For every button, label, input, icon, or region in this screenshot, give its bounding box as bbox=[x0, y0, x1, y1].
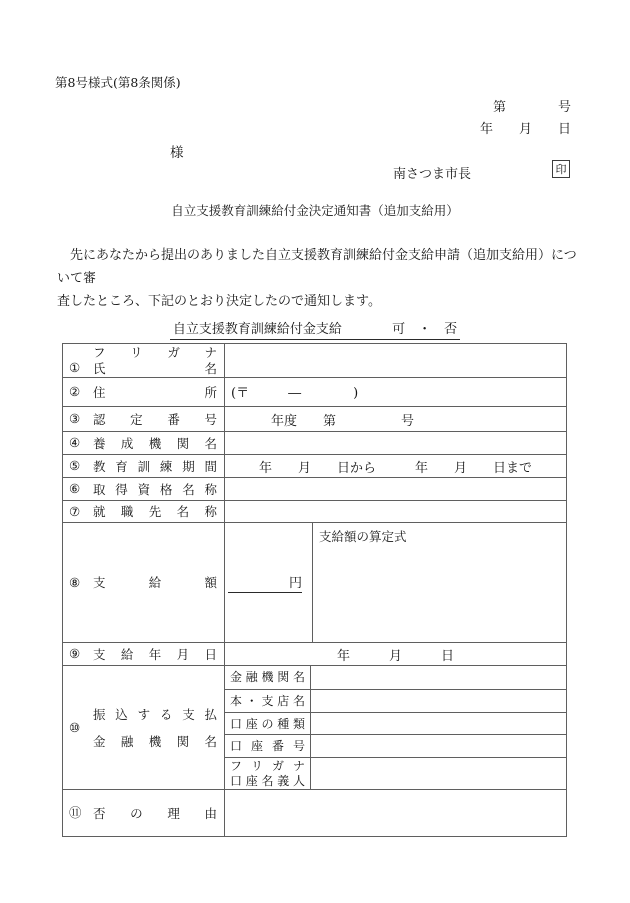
account-type-label: 口 座 の 種 類 bbox=[230, 716, 305, 731]
account-number-label: 口 座 番 号 bbox=[230, 739, 305, 754]
issuer-name: 南さつま市長 bbox=[393, 167, 472, 182]
row-training-institution-label-cell bbox=[63, 432, 225, 454]
training-period-label: 教 育 訓 練 期 間 bbox=[93, 458, 217, 474]
row-denial-reason-label-cell bbox=[63, 790, 225, 836]
form-number: 第8号様式(第8条関係) bbox=[55, 75, 181, 90]
furigana-label: フ リ ガ ナ bbox=[93, 345, 217, 360]
circled-number-7: ⑦ bbox=[69, 503, 81, 519]
address-value-cell: (〒 ― ) bbox=[231, 386, 359, 401]
document-title: 自立支援教育訓練給付金決定通知書（追加支給用） bbox=[171, 203, 459, 218]
date-line: 年 月 日 bbox=[479, 122, 571, 137]
yen-amount-blank: 円 bbox=[228, 572, 302, 593]
row-employer-label-cell bbox=[63, 501, 225, 522]
payment-amount-value-cell bbox=[225, 523, 313, 642]
circled-number-3: ③ bbox=[69, 411, 81, 426]
qualification-value-cell bbox=[225, 478, 566, 500]
row-employer bbox=[63, 500, 566, 522]
row-training-institution bbox=[63, 431, 566, 454]
account-holder-value-cell bbox=[311, 758, 566, 789]
sub-row-bank-name bbox=[225, 666, 566, 689]
calculation-cell: 支給額の算定式 bbox=[319, 529, 407, 544]
bank-name-label: 金 融 機 関 名 bbox=[230, 670, 305, 685]
denial-reason-value-cell bbox=[225, 790, 566, 836]
row-address bbox=[63, 377, 566, 406]
row-qualification-label-cell bbox=[63, 478, 225, 500]
sub-row-account-number bbox=[225, 734, 566, 757]
sub-row-account-holder bbox=[225, 757, 566, 789]
decision-caption bbox=[0, 318, 630, 340]
training-period-value-cell: 年 月 日から 年 月 日まで bbox=[259, 460, 533, 476]
circled-number-2: ② bbox=[69, 384, 81, 399]
bank-label-line-1: 振 込 す る 支 払 bbox=[93, 706, 217, 722]
name-value-cell bbox=[225, 344, 566, 377]
decision-caption-underline bbox=[170, 318, 460, 340]
account-number-value-cell bbox=[311, 735, 566, 757]
doc-number-line: 第 号 bbox=[492, 100, 571, 115]
bank-name-label-cell bbox=[225, 666, 311, 689]
address-label: 住 所 bbox=[93, 384, 217, 400]
sub-row-branch-name bbox=[225, 689, 566, 712]
certification-number-value-cell: 年度 第 号 bbox=[271, 413, 415, 429]
account-number-label-cell bbox=[225, 735, 311, 757]
account-holder-label: 口 座 名 義 人 bbox=[230, 774, 305, 789]
addressee-suffix: 様 bbox=[170, 145, 184, 161]
circled-number-9: ⑨ bbox=[69, 646, 81, 661]
row-payment-date-label-cell bbox=[63, 643, 225, 665]
name-label: 氏 名 bbox=[93, 361, 217, 376]
account-holder-label-cell bbox=[225, 758, 311, 789]
circled-number-6: ⑥ bbox=[69, 481, 81, 496]
qualification-label: 取 得 資 格 名 称 bbox=[93, 481, 217, 497]
employer-value-cell bbox=[225, 501, 566, 522]
body-paragraph bbox=[57, 244, 577, 313]
decision-options: 可 ・ 否 bbox=[392, 322, 458, 337]
seal-stamp: 印 bbox=[552, 160, 570, 178]
payment-date-value-cell: 年 月 日 bbox=[336, 648, 454, 664]
row-denial-reason bbox=[63, 789, 566, 836]
payment-date-label: 支 給 年 月 日 bbox=[93, 646, 217, 662]
circled-number-8: ⑧ bbox=[69, 574, 81, 590]
branch-name-label-cell bbox=[225, 690, 311, 712]
circled-number-1: ① bbox=[69, 360, 81, 375]
row-name-label-cell bbox=[63, 344, 225, 377]
circled-number-4: ④ bbox=[69, 435, 81, 450]
row-training-period bbox=[63, 454, 566, 477]
branch-name-value-cell bbox=[311, 690, 566, 712]
body-line-2: 査したところ、下記のとおり決定したので通知します。 bbox=[57, 294, 381, 309]
row-address-label-cell bbox=[63, 378, 225, 406]
row-bank-account-label-cell bbox=[63, 666, 225, 789]
branch-name-label: 本 ・ 支 店 名 bbox=[230, 693, 305, 708]
row-training-period-label-cell bbox=[63, 455, 225, 477]
denial-reason-label: 否 の 理 由 bbox=[93, 805, 217, 821]
row-certification-number bbox=[63, 406, 566, 431]
payment-amount-label: 支 給 額 bbox=[93, 575, 217, 590]
training-institution-value-cell bbox=[225, 432, 566, 454]
row-name bbox=[63, 344, 566, 377]
row-payment-amount bbox=[63, 522, 566, 642]
circled-number-10: ⑩ bbox=[69, 719, 81, 735]
account-type-value-cell bbox=[311, 713, 566, 735]
row-payment-amount-label-cell bbox=[63, 523, 225, 642]
circled-number-5: ⑤ bbox=[69, 458, 81, 473]
row-payment-date bbox=[63, 642, 566, 665]
row-certification-label-cell bbox=[63, 407, 225, 431]
certification-number-label: 認 定 番 号 bbox=[93, 411, 217, 427]
bank-name-value-cell bbox=[311, 666, 566, 689]
body-line-1: 先にあなたから提出のありました自立支援教育訓練給付金支給申請（追加支給用）について審 bbox=[57, 248, 577, 286]
training-institution-label: 養 成 機 関 名 bbox=[93, 435, 217, 451]
account-type-label-cell bbox=[225, 713, 311, 735]
benefit-table bbox=[62, 343, 567, 837]
account-holder-furigana-label: フ リ ガ ナ bbox=[230, 759, 305, 774]
employer-label: 就 職 先 名 称 bbox=[93, 504, 217, 519]
bank-subtable bbox=[225, 666, 566, 789]
bank-label-line-2: 金 融 機 関 名 bbox=[93, 733, 217, 749]
row-bank-account bbox=[63, 665, 566, 789]
sub-row-account-type bbox=[225, 712, 566, 735]
row-qualification bbox=[63, 477, 566, 500]
circled-number-11: ⑪ bbox=[69, 805, 82, 820]
decision-caption-label: 自立支援教育訓練給付金支給 bbox=[172, 322, 342, 337]
